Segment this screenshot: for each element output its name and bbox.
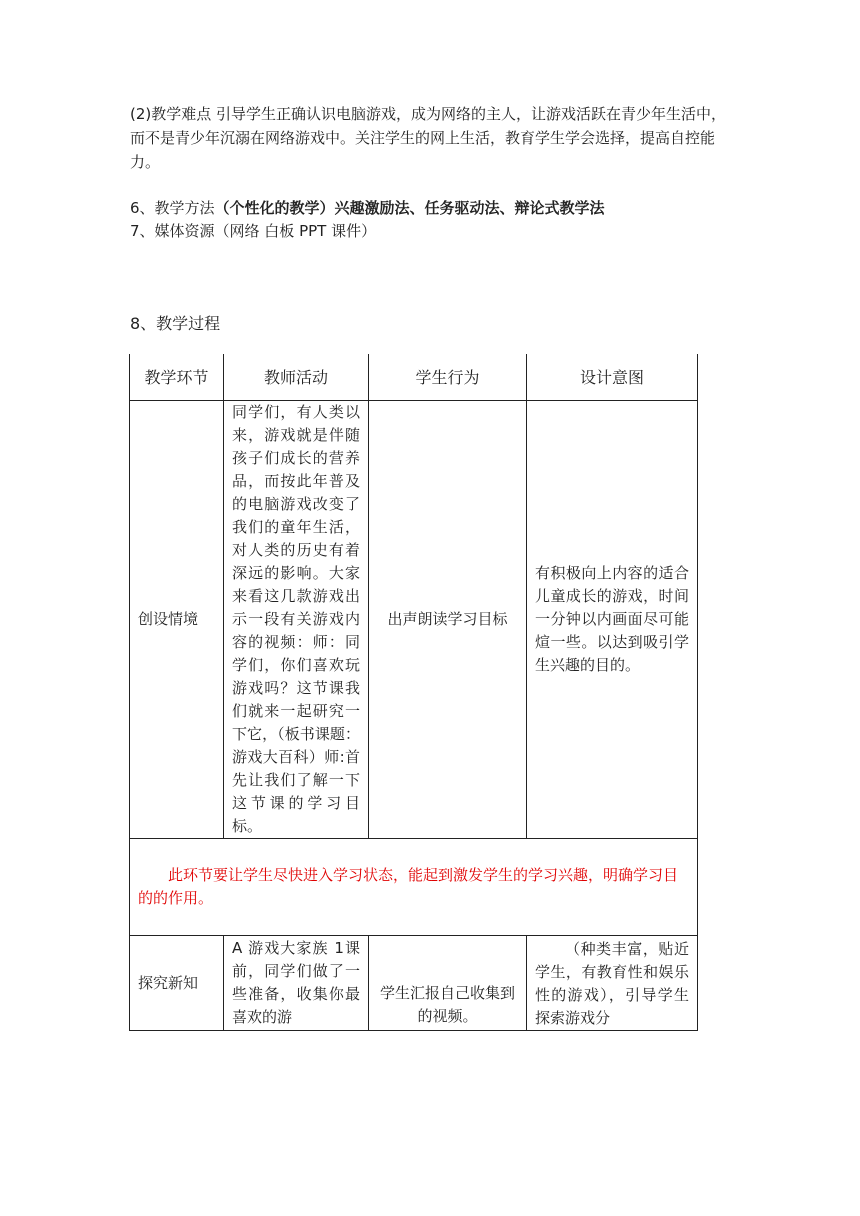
design-intent-cell: （种类丰富，贴近学生，有教育性和娱乐性的游戏），引导学生探索游戏分 (527, 936, 698, 1031)
teacher-activity-cell: A 游戏大家族 1课前，同学们做了一些准备，收集你最喜欢的游 (224, 936, 369, 1031)
note-row (130, 839, 698, 936)
media-paragraph (130, 219, 730, 243)
table-header-row (130, 354, 698, 401)
header-stage: 教学环节 (130, 354, 224, 401)
table-row (130, 936, 698, 1031)
teaching-process-table (129, 354, 698, 1031)
method-bold-text: （个性化的教学）兴趣激励法、任务驱动法、辩论式教学法 (214, 199, 605, 217)
header-intent: 设计意图 (527, 354, 698, 401)
process-heading: 8、教学过程 (130, 314, 221, 333)
method-prefix: 6、教学方法 (130, 199, 215, 217)
header-teacher: 教师活动 (224, 354, 369, 401)
header-student: 学生行为 (369, 354, 527, 401)
table-row (130, 401, 698, 839)
stage-cell: 创设情境 (130, 401, 224, 839)
student-behavior-cell: 出声朗读学习目标 (369, 401, 527, 839)
student-behavior-cell: 学生汇报自己收集到的视频。 (369, 936, 527, 1031)
stage-cell: 探究新知 (130, 936, 224, 1031)
method-paragraph (130, 196, 730, 220)
difficulty-text: (2)教学难点 引导学生正确认识电脑游戏，成为网络的主人，让游戏活跃在青少年生活中，而不是青少年沉溺在网络游戏中。关注学生的网上生活，教育学生学会选择，提高自控能力。 (130, 105, 727, 171)
media-text: 7、媒体资源（网络 白板 PPT 课件） (130, 222, 377, 240)
note-text: 此环节要让学生尽快进入学习状态，能起到激发学生的学习兴趣，明确学习目的的作用。 (138, 866, 679, 907)
note-cell (130, 839, 698, 936)
teacher-activity-cell: 同学们，有人类以来，游戏就是伴随孩子们成长的营养品，而按此年普及的电脑游戏改变了我们的童年生活，对人类的历史有着深远的影响。大家来看这几款游戏出示一段有关游戏内容的视频：师：同学们，你们喜欢玩游戏吗？这节课我们就来一起研究一下它，（板书课题：游戏大百科）师:首先让我们了解一下这节课的学习目标。 (224, 401, 369, 839)
design-intent-cell: 有积极向上内容的适合儿童成长的游戏，时间一分钟以内画面尽可能煊一些。以达到吸引学生兴趣的目的。 (527, 401, 698, 839)
difficulty-paragraph (130, 102, 730, 174)
